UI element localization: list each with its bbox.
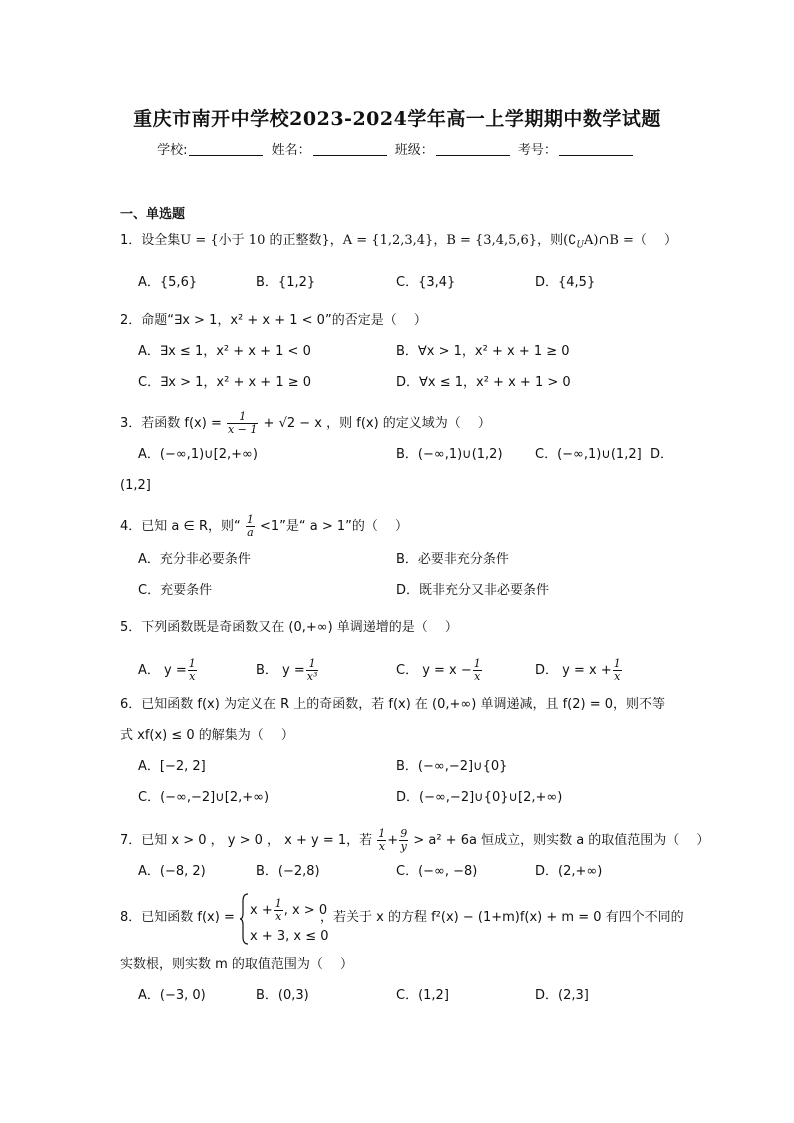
q5-option-b[interactable]: B． y = $\frac{1}{\text{x³}}$: [256, 657, 318, 683]
q4-option-a[interactable]: A．充分非必要条件: [138, 552, 251, 567]
q5-option-c[interactable]: C． y = x − $\frac{1}{x}$: [396, 657, 481, 683]
q4-prefix: 4．已知 a ∈ R，则“: [120, 519, 241, 534]
q5-option-d[interactable]: D． y = x + $\frac{1}{x}$: [535, 657, 621, 683]
question-7-stem: 7．已知 x > 0 ， y > 0 ， x + y = 1，若 $\frac{1}{x}$ + $\frac{9}{y}$ > a² + 6a 恒成立，则实数 a 的取值范围为（ ）: [120, 827, 710, 853]
q2-option-b[interactable]: B．∀x > 1，x² + x + 1 ≥ 0: [396, 344, 570, 359]
question-6-stem-line1: 6．已知函数 f(x) 为定义在 R 上的奇函数，若 f(x) 在 (0,+∞) 单调递减，且 f(2) = 0，则不等: [120, 697, 666, 712]
q1-option-a[interactable]: A．{5,6}: [138, 275, 198, 290]
question-1-stem: 1．设全集U = {小于 10 的正整数}，A = {1,2,3,4}，B = {3,4,5,6}，则$(∁_UA)\cap B$ =（ ）: [120, 233, 678, 251]
question-5-stem: 5．下列函数既是奇函数又在 (0,+∞) 单调递增的是（ ）: [120, 620, 458, 635]
q1-universal-set: U = {小于 10 的正整数}: [180, 233, 330, 248]
q2-option-d[interactable]: D．∀x ≤ 1，x² + x + 1 > 0: [396, 375, 571, 390]
q6-option-d[interactable]: D．(−∞,−2]∪{0}∪[2,+∞): [396, 790, 563, 805]
q4-option-d[interactable]: D．既非充分又非必要条件: [396, 583, 550, 598]
question-6-stem-line2: 式 xf(x) ≤ 0 的解集为（ ）: [120, 728, 294, 743]
q7-fraction-2: $\frac{9}{y}$: [400, 827, 408, 853]
q8-option-a[interactable]: A．(−3, 0): [138, 988, 206, 1003]
question-4-stem: [120, 514, 408, 539]
question-8-stem-prefix: 8．已知函数 f(x) =: [120, 910, 235, 925]
student-info: [0, 139, 794, 158]
q7-option-c[interactable]: C．(−∞, −8): [396, 864, 478, 879]
q4-option-c[interactable]: C．充要条件: [138, 583, 213, 598]
q3-option-b[interactable]: B．(−∞,1)∪(1,2): [396, 447, 503, 462]
q5-option-a[interactable]: A． y = $\frac{1}{x}$: [138, 657, 196, 683]
q7-option-d[interactable]: D．(2,+∞): [535, 864, 603, 879]
q7-suffix: > a² + 6a 恒成立，则实数 a 的取值范围为（ ）: [413, 833, 710, 848]
q1-set-b: ，B = {3,4,5,6}: [433, 233, 538, 248]
q2-option-a[interactable]: A．∃x ≤ 1，x² + x + 1 < 0: [138, 344, 311, 359]
question-8-stem-line2: 实数根，则实数 m 的取值范围为（ ）: [120, 957, 354, 972]
piecewise-case-1: x + $\frac{1}{x}$ , x > 0: [250, 897, 328, 923]
name-blank[interactable]: [313, 143, 387, 156]
name-label: 姓名：: [271, 143, 311, 158]
q8-option-b[interactable]: B．(0,3): [256, 988, 309, 1003]
piecewise-brace: [240, 893, 250, 945]
question-3-stem: [120, 411, 491, 436]
q3-option-d-value[interactable]: (1,2]: [120, 478, 151, 493]
question-2-stem: 2．命题“∃x > 1，x² + x + 1 < 0”的否定是（ ）: [120, 313, 427, 328]
page-title: 重庆市南开中学校2023-2024学年高一上学期期中数学试题: [133, 108, 661, 130]
school-blank[interactable]: [189, 143, 263, 156]
q7-prefix: 7．已知 x > 0 ， y > 0 ， x + y = 1，若: [120, 833, 373, 848]
school-label: 学校:: [157, 143, 188, 158]
q4-option-b[interactable]: B．必要非充分条件: [396, 552, 509, 567]
q2-option-c[interactable]: C．∃x > 1，x² + x + 1 ≥ 0: [138, 375, 312, 390]
exam-no-blank[interactable]: [559, 143, 633, 156]
q3-prefix: 3．若函数 f(x) =: [120, 416, 222, 431]
q3-fraction: $\frac{1}{x - 1}$: [227, 410, 258, 436]
q1-option-b[interactable]: B．{1,2}: [256, 275, 316, 290]
q7-option-a[interactable]: A．(−8, 2): [138, 864, 206, 879]
q4-fraction: $\frac{1}{a}$: [246, 513, 254, 539]
exam-no-label: 考号：: [517, 143, 557, 158]
q1-prefix: 1．设全集: [120, 233, 181, 248]
class-label: 班级：: [394, 143, 434, 158]
q3-option-a[interactable]: A．(−∞,1)∪[2,+∞): [138, 447, 258, 462]
q8-option-c[interactable]: C．(1,2]: [396, 988, 449, 1003]
q4-suffix: <1”是“ a > 1”的（ ）: [260, 519, 409, 534]
q3-suffix: + √2 − x ，则 f(x) 的定义域为（ ）: [263, 416, 491, 431]
q6-option-c[interactable]: C．(−∞,−2]∪[2,+∞): [138, 790, 270, 805]
q6-option-b[interactable]: B．(−∞,−2]∪{0}: [396, 759, 508, 774]
q1-tail2: A)∩B =（ ）: [584, 233, 678, 248]
q1-option-c[interactable]: C．{3,4}: [396, 275, 456, 290]
q6-option-a[interactable]: A．[−2, 2]: [138, 759, 206, 774]
q1-option-d[interactable]: D．{4,5}: [535, 275, 596, 290]
q3-option-c[interactable]: C．(−∞,1)∪(1,2]: [535, 447, 642, 462]
q1-set-a: ，A = {1,2,3,4}: [329, 233, 434, 248]
class-blank[interactable]: [436, 143, 510, 156]
section-heading: 一、单选题: [120, 207, 186, 222]
q3-option-d-label[interactable]: D．: [650, 447, 674, 462]
q7-fraction-1: $\frac{1}{x}$: [378, 827, 386, 853]
q7-option-b[interactable]: B．(−2,8): [256, 864, 320, 879]
q1-tail: ，则(∁: [537, 233, 577, 248]
piecewise-case-2: x + 3, x ≤ 0: [250, 929, 329, 944]
question-8-stem-suffix: ，若关于 x 的方程 f²(x) − (1+m)f(x) + m = 0 有四个不同的: [320, 910, 684, 925]
q8-option-d[interactable]: D．(2,3]: [535, 988, 589, 1003]
